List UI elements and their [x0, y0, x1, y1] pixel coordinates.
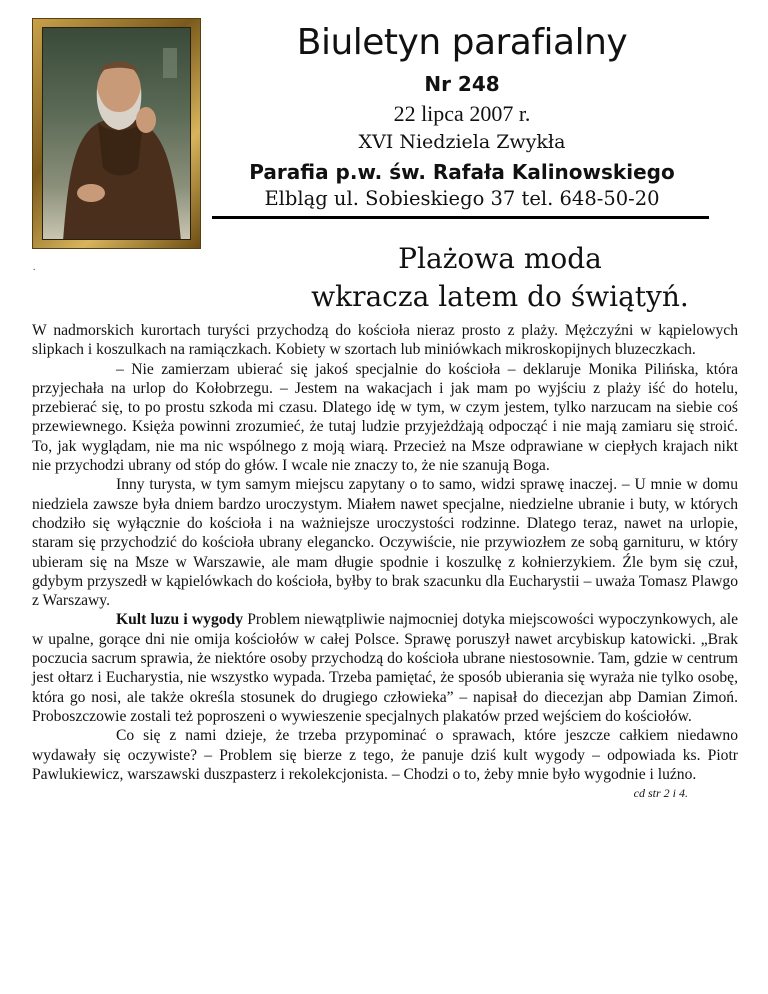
section-text: Problem niewątpliwie najmocniej dotyka miejscowości wypoczynkowych, ale w upalne, gorące dni nie omija kościołów w całej Polsce. Sprawę poruszył nawet arcybiskup katowicki. „Brak poczucia sacrum sprawia, że niektóre osoby przychodzą do kościoła ubrane niestosownie. Tam, gdzie w centrum jest ołtarz i Eucharystia, nie wszystko wypada. Trzeba pamiętać, że sposób ubierania się wyraża nie tylko osobę, która go nosi, ale także określa stosunek do drugiego człowieka” – napisał do diecezjan abp Damian Zimoń. Proboszczowie zostali też poproszeni o wywieszenie specjalnych plakatów przed wejściem do kościołów. [32, 611, 739, 725]
saint-portrait-image [42, 27, 191, 240]
continued-reference: cd str 2 i 4. [633, 786, 688, 801]
monk-figure-icon [43, 28, 191, 240]
parish-name: Parafia p.w. św. Rafała Kalinowskiego [249, 160, 675, 184]
headline-line-2: wkracza latem do świątyń. [311, 280, 689, 313]
saint-portrait-frame [32, 18, 201, 249]
header-divider [212, 216, 709, 219]
parish-address: Elbląg ul. Sobieskiego 37 tel. 648-50-20 [264, 187, 660, 210]
liturgical-sunday: XVI Niedziela Zwykła [358, 131, 566, 153]
article-body [32, 321, 738, 803]
section-heading: Kult luzu i wygody [116, 611, 244, 629]
issue-number: Nr 248 [424, 72, 500, 96]
closing-text: Co się z nami dzieje, że trzeba przypominać o sprawach, które jeszcze całkiem niedawno wydawały się oczywiste? – Problem się bierze z tego, że panuje dziś kult wygody – odpowiada ks. Piotr Pawlukiewicz, warszawski duszpasterz i rekolekcjonista. – Chodzi o to, żeby mnie było wygodnie i luźno. [32, 727, 738, 783]
bulletin-title: Biuletyn parafialny [296, 22, 628, 63]
stray-mark: . [33, 262, 36, 272]
issue-date: 22 lipca 2007 r. [393, 101, 531, 126]
headline-line-1: Plażowa moda [398, 242, 602, 275]
article-paragraph [32, 726, 738, 801]
article-paragraph [32, 610, 738, 726]
article-headline [250, 240, 750, 316]
article-paragraph: Inny turysta, w tym samym miejscu zapytany o to samo, widzi sprawę inaczej. – U mnie w domu niedziela zawsze była dniem bardzo uroczystym. Miałem nawet specjalne, niedzielne ubranie i buty, w których chodziło się wyłącznie do kościoła i na ważniejsze uroczystości rodzinne. Dlatego teraz, nawet na urlopie, staram się przychodzić do kościoła ubrany elegancko. Oczywiście, nie przywiozłem ze sobą garnituru, w który ubieram się na Msze w Warszawie, ale mam długie spodnie i koszulkę z kołnierzykiem. Źle bym się czuł, gdybym przyszedł w kąpielówkach do kościoła, byłby to brak szacunku dla Eucharystii – uważa Tomasz Plawgo z Warszawy. [32, 476, 738, 610]
article-paragraph: W nadmorskich kurortach turyści przychodzą do kościoła nieraz prosto z plaży. Mężczyźni w kąpielowych slipkach i koszulkach na ramiączkach. Kobiety w szortach lub miniówkach mikroskopijnych bluzeczkach. [32, 322, 738, 359]
article-paragraph: – Nie zamierzam ubierać się jakoś specjalnie do kościoła – deklaruje Monika Pilińska, która przyjechała na urlop do Kołobrzegu. – Jestem na wakacjach i jak mam po wyjściu z plaży iść do hotelu, przebierać się, to po prostu szkoda mi czasu. Dlatego idę w tym, w czym jestem, tylko narzucam na siebie coś przewiewnego. Księża powinni zrozumieć, że tutaj ludzie przyjeżdżają odpocząć i nie mają zamiaru się stroić. To, jak wyglądam, nie ma nic wspólnego z moją wiarą. Przecież na Msze odprawiane w ciepłych krajach nikt nie przychodzi ubrany od stóp do głów. I wcale nie znaczy to, że nie szanują Boga. [32, 360, 738, 475]
